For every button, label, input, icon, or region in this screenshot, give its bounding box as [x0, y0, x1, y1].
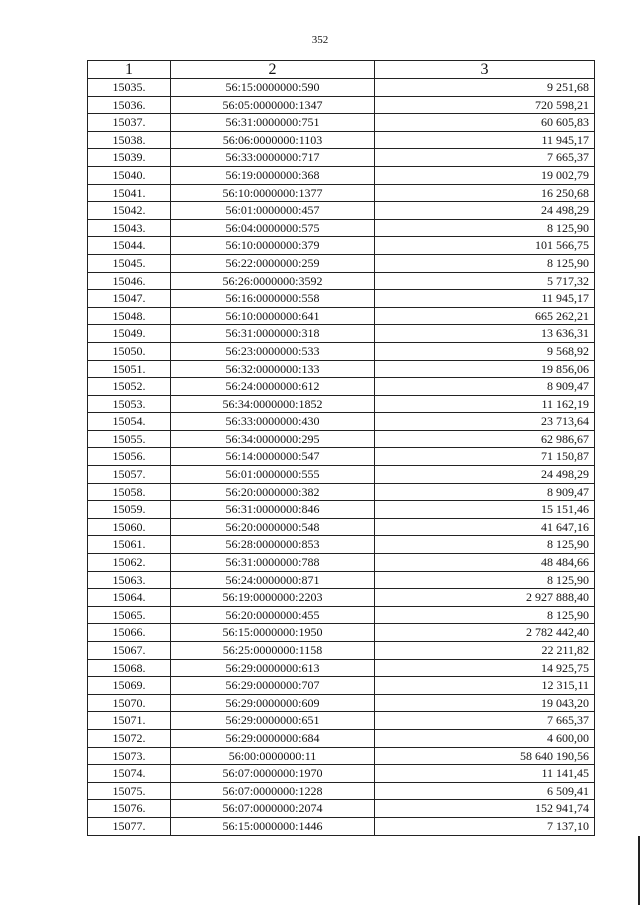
value-cell: 15 151,46 [375, 501, 595, 519]
value-cell: 41 647,16 [375, 518, 595, 536]
value-cell: 19 856,06 [375, 360, 595, 378]
cadastral-number-cell: 56:29:0000000:609 [171, 694, 375, 712]
value-cell: 19 002,79 [375, 166, 595, 184]
cadastral-number-cell: 56:26:0000000:3592 [171, 272, 375, 290]
value-cell: 11 945,17 [375, 290, 595, 308]
row-number-cell: 15043. [88, 219, 171, 237]
row-number-cell: 15064. [88, 589, 171, 607]
table-row [88, 483, 595, 501]
cadastral-number-cell: 56:32:0000000:133 [171, 360, 375, 378]
row-number-cell: 15038. [88, 131, 171, 149]
cadastral-number-cell: 56:31:0000000:788 [171, 554, 375, 572]
value-cell: 7 137,10 [375, 817, 595, 835]
row-number-cell: 15058. [88, 483, 171, 501]
table-row [88, 96, 595, 114]
cadastral-number-cell: 56:29:0000000:707 [171, 677, 375, 695]
table-row [88, 765, 595, 783]
value-cell: 24 498,29 [375, 466, 595, 484]
cadastral-number-cell: 56:20:0000000:548 [171, 518, 375, 536]
table-row [88, 694, 595, 712]
table-row [88, 202, 595, 220]
value-cell: 8 125,90 [375, 536, 595, 554]
cadastral-number-cell: 56:04:0000000:575 [171, 219, 375, 237]
row-number-cell: 15061. [88, 536, 171, 554]
row-number-cell: 15070. [88, 694, 171, 712]
cadastral-number-cell: 56:24:0000000:871 [171, 571, 375, 589]
table-row [88, 659, 595, 677]
table-row [88, 430, 595, 448]
table-row [88, 131, 595, 149]
value-cell: 8 909,47 [375, 483, 595, 501]
value-cell: 2 782 442,40 [375, 624, 595, 642]
table-header-row [88, 61, 595, 79]
row-number-cell: 15072. [88, 729, 171, 747]
value-cell: 14 925,75 [375, 659, 595, 677]
table-row [88, 79, 595, 97]
table-row [88, 237, 595, 255]
row-number-cell: 15045. [88, 254, 171, 272]
table-row [88, 782, 595, 800]
value-cell: 8 125,90 [375, 254, 595, 272]
value-cell: 8 125,90 [375, 606, 595, 624]
table-row [88, 800, 595, 818]
value-cell: 24 498,29 [375, 202, 595, 220]
row-number-cell: 15047. [88, 290, 171, 308]
row-number-cell: 15051. [88, 360, 171, 378]
row-number-cell: 15059. [88, 501, 171, 519]
row-number-cell: 15057. [88, 466, 171, 484]
cadastral-number-cell: 56:16:0000000:558 [171, 290, 375, 308]
value-cell: 58 640 190,56 [375, 747, 595, 765]
row-number-cell: 15041. [88, 184, 171, 202]
cadastral-number-cell: 56:06:0000000:1103 [171, 131, 375, 149]
value-cell: 12 315,11 [375, 677, 595, 695]
cadastral-number-cell: 56:33:0000000:430 [171, 413, 375, 431]
table-row [88, 677, 595, 695]
table-row [88, 272, 595, 290]
row-number-cell: 15060. [88, 518, 171, 536]
value-cell: 8 909,47 [375, 378, 595, 396]
row-number-cell: 15044. [88, 237, 171, 255]
table-row [88, 712, 595, 730]
table-row [88, 571, 595, 589]
cadastral-number-cell: 56:19:0000000:2203 [171, 589, 375, 607]
table-row [88, 466, 595, 484]
cadastral-number-cell: 56:29:0000000:684 [171, 729, 375, 747]
cadastral-number-cell: 56:34:0000000:295 [171, 430, 375, 448]
cadastral-number-cell: 56:10:0000000:1377 [171, 184, 375, 202]
row-number-cell: 15063. [88, 571, 171, 589]
cadastral-number-cell: 56:31:0000000:846 [171, 501, 375, 519]
cadastral-number-cell: 56:29:0000000:651 [171, 712, 375, 730]
cadastral-number-cell: 56:24:0000000:612 [171, 378, 375, 396]
cadastral-number-cell: 56:23:0000000:533 [171, 342, 375, 360]
table-row [88, 342, 595, 360]
column-header-2: 2 [171, 61, 375, 79]
value-cell: 60 605,83 [375, 114, 595, 132]
row-number-cell: 15067. [88, 642, 171, 660]
table-body [88, 79, 595, 836]
value-cell: 11 141,45 [375, 765, 595, 783]
value-cell: 22 211,82 [375, 642, 595, 660]
table-row [88, 290, 595, 308]
cadastral-number-cell: 56:15:0000000:1446 [171, 817, 375, 835]
row-number-cell: 15065. [88, 606, 171, 624]
table-row [88, 729, 595, 747]
table-row [88, 395, 595, 413]
row-number-cell: 15053. [88, 395, 171, 413]
value-cell: 19 043,20 [375, 694, 595, 712]
value-cell: 9 568,92 [375, 342, 595, 360]
value-cell: 8 125,90 [375, 219, 595, 237]
row-number-cell: 15037. [88, 114, 171, 132]
column-header-3: 3 [375, 61, 595, 79]
cadastral-number-cell: 56:00:0000000:11 [171, 747, 375, 765]
row-number-cell: 15071. [88, 712, 171, 730]
cadastral-number-cell: 56:19:0000000:368 [171, 166, 375, 184]
cadastral-number-cell: 56:14:0000000:547 [171, 448, 375, 466]
table-row [88, 360, 595, 378]
cadastral-number-cell: 56:07:0000000:2074 [171, 800, 375, 818]
row-number-cell: 15050. [88, 342, 171, 360]
table-row [88, 536, 595, 554]
row-number-cell: 15077. [88, 817, 171, 835]
cadastral-number-cell: 56:07:0000000:1228 [171, 782, 375, 800]
row-number-cell: 15055. [88, 430, 171, 448]
table-row [88, 554, 595, 572]
table-row [88, 448, 595, 466]
row-number-cell: 15076. [88, 800, 171, 818]
value-cell: 11 162,19 [375, 395, 595, 413]
value-cell: 62 986,67 [375, 430, 595, 448]
cadastral-number-cell: 56:10:0000000:641 [171, 307, 375, 325]
cadastral-number-cell: 56:28:0000000:853 [171, 536, 375, 554]
cadastral-number-cell: 56:15:0000000:1950 [171, 624, 375, 642]
row-number-cell: 15042. [88, 202, 171, 220]
row-number-cell: 15049. [88, 325, 171, 343]
value-cell: 8 125,90 [375, 571, 595, 589]
cadastral-table [87, 60, 595, 836]
row-number-cell: 15074. [88, 765, 171, 783]
row-number-cell: 15035. [88, 79, 171, 97]
cadastral-number-cell: 56:05:0000000:1347 [171, 96, 375, 114]
value-cell: 720 598,21 [375, 96, 595, 114]
cadastral-number-cell: 56:01:0000000:555 [171, 466, 375, 484]
value-cell: 9 251,68 [375, 79, 595, 97]
table-row [88, 114, 595, 132]
cadastral-number-cell: 56:01:0000000:457 [171, 202, 375, 220]
row-number-cell: 15046. [88, 272, 171, 290]
row-number-cell: 15040. [88, 166, 171, 184]
page-number: 352 [311, 34, 329, 46]
table-row [88, 589, 595, 607]
table-row [88, 325, 595, 343]
row-number-cell: 15056. [88, 448, 171, 466]
value-cell: 4 600,00 [375, 729, 595, 747]
value-cell: 152 941,74 [375, 800, 595, 818]
table-row [88, 747, 595, 765]
cadastral-number-cell: 56:22:0000000:259 [171, 254, 375, 272]
cadastral-number-cell: 56:31:0000000:751 [171, 114, 375, 132]
row-number-cell: 15048. [88, 307, 171, 325]
table-row [88, 817, 595, 835]
table-row [88, 219, 595, 237]
value-cell: 23 713,64 [375, 413, 595, 431]
row-number-cell: 15066. [88, 624, 171, 642]
row-number-cell: 15052. [88, 378, 171, 396]
table-row [88, 642, 595, 660]
cadastral-number-cell: 56:15:0000000:590 [171, 79, 375, 97]
row-number-cell: 15062. [88, 554, 171, 572]
table-row [88, 254, 595, 272]
value-cell: 665 262,21 [375, 307, 595, 325]
table-row [88, 307, 595, 325]
value-cell: 13 636,31 [375, 325, 595, 343]
table-row [88, 184, 595, 202]
table-row [88, 378, 595, 396]
value-cell: 11 945,17 [375, 131, 595, 149]
table-row [88, 501, 595, 519]
value-cell: 6 509,41 [375, 782, 595, 800]
table-row [88, 606, 595, 624]
cadastral-number-cell: 56:20:0000000:382 [171, 483, 375, 501]
column-header-1: 1 [88, 61, 171, 79]
table-row [88, 624, 595, 642]
table-row [88, 518, 595, 536]
cadastral-number-cell: 56:29:0000000:613 [171, 659, 375, 677]
row-number-cell: 15036. [88, 96, 171, 114]
cadastral-number-cell: 56:20:0000000:455 [171, 606, 375, 624]
row-number-cell: 15054. [88, 413, 171, 431]
value-cell: 7 665,37 [375, 149, 595, 167]
value-cell: 5 717,32 [375, 272, 595, 290]
row-number-cell: 15068. [88, 659, 171, 677]
cadastral-number-cell: 56:31:0000000:318 [171, 325, 375, 343]
row-number-cell: 15069. [88, 677, 171, 695]
cadastral-number-cell: 56:10:0000000:379 [171, 237, 375, 255]
cadastral-number-cell: 56:25:0000000:1158 [171, 642, 375, 660]
cadastral-number-cell: 56:33:0000000:717 [171, 149, 375, 167]
value-cell: 2 927 888,40 [375, 589, 595, 607]
table-row [88, 149, 595, 167]
row-number-cell: 15075. [88, 782, 171, 800]
value-cell: 48 484,66 [375, 554, 595, 572]
value-cell: 71 150,87 [375, 448, 595, 466]
cadastral-number-cell: 56:34:0000000:1852 [171, 395, 375, 413]
row-number-cell: 15039. [88, 149, 171, 167]
value-cell: 7 665,37 [375, 712, 595, 730]
table-row [88, 166, 595, 184]
table-row [88, 413, 595, 431]
cadastral-number-cell: 56:07:0000000:1970 [171, 765, 375, 783]
row-number-cell: 15073. [88, 747, 171, 765]
value-cell: 101 566,75 [375, 237, 595, 255]
value-cell: 16 250,68 [375, 184, 595, 202]
